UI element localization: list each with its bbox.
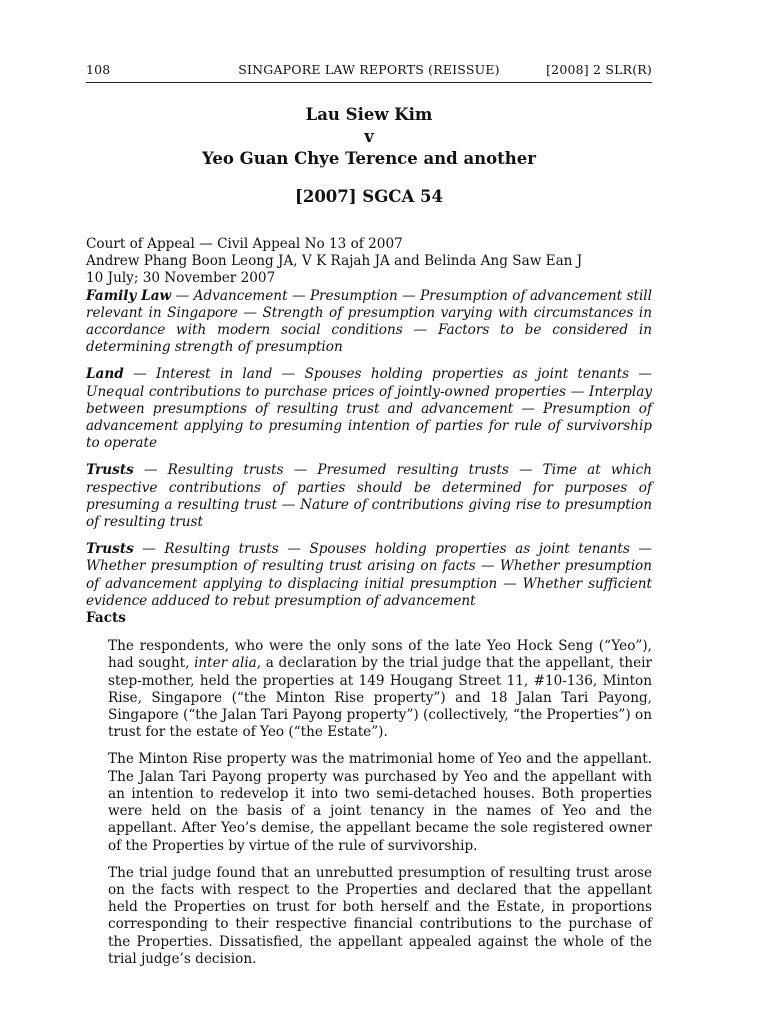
facts-paragraph-2: The Minton Rise property was the matrimonial home of Yeo and the appellant. The Jalan Tari Payong property was purchased by Yeo and the appellant with an intention to redevelop it into two semi-detached houses. Both properties were held on the basis of a joint tenancy in the names of Yeo and the appellant. After Yeo’s demise, the appellant became the sole registered owner of the Properties by virtue of the rule of survivorship. [108, 751, 652, 854]
facts-text: , a declaration by the trial judge that the appellant, their step-mother, held the properties at 149 Hougang Street 11, #10-136, Minton Rise, Singapore (“the Minton Rise property”) and 18 Jalan Tari Payong, Singapore (“the Jalan Tari Payong property”) (collectively, “the Properties”) on trust for the estate of Yeo (“the Estate”). [108, 655, 653, 741]
report-body [86, 236, 652, 968]
facts-emphasis: inter alia [194, 655, 257, 672]
court-line: Court of Appeal — Civil Appeal No 13 of 2007 [86, 236, 403, 252]
catchword-head: Land [86, 366, 124, 383]
appellant-name: Lau Siew Kim [305, 105, 433, 124]
facts-text: The respondents, who were the only sons of the late Yeo Hock Seng (“Yeo”), had sought, [108, 638, 652, 672]
facts-section [86, 638, 652, 968]
catchword-trusts-1 [86, 462, 652, 531]
judges-line: Andrew Phang Boon Leong JA, V K Rajah JA and Belinda Ang Saw Ean J [86, 253, 583, 270]
facts-paragraph-3: The trial judge found that an unrebutted presumption of resulting trust arose on the facts with respect to the Properties and declared that the appellant held the Properties on trust for both herself and the Estate, in proportions corresponding to their respective financial contributions to the purchase of the Properties. Dissatisfied, the appellant appealed against the whole of the trial judge’s decision. [108, 864, 652, 967]
respondent-name: Yeo Guan Chye Terence and another [202, 149, 536, 168]
catchword-text: — Resulting trusts — Spouses holding properties as joint tenants — Whether presumption of resulting trust arising on facts — Whether presumption of advancement applying to displacing initial presumption — Whether sufficient evidence adduced to rebut presumption of advancement [86, 541, 652, 609]
neutral-citation: [2007] SGCA 54 [295, 187, 443, 206]
case-title [86, 104, 652, 208]
catchword-text: — Advancement — Presumption — Presumption of advancement still relevant in Singapore — Strength of presumption varying with circumstances in accordance with modern social conditions — Factors to be considered in determining strength of presumption [86, 287, 652, 356]
catchword-land [86, 366, 652, 452]
facts-paragraph-1 [108, 638, 652, 741]
catchword-head: Trusts [86, 462, 134, 479]
catchword-family-law [86, 288, 652, 357]
catchword-head: Trusts [86, 541, 134, 558]
running-header [86, 62, 652, 83]
report-series: SINGAPORE LAW REPORTS (REISSUE) [238, 62, 500, 77]
catchword-head: Family Law [86, 287, 172, 304]
catchword-text: — Resulting trusts — Presumed resulting trusts — Time at which respective contributions of parties should be determined for purposes of presuming a resulting trust — Nature of contributions giving rise to presumption of resulting trust [86, 462, 652, 531]
dates-line: 10 July; 30 November 2007 [86, 270, 276, 287]
catchword-trusts-2 [86, 541, 652, 610]
catchword-text: — Interest in land — Spouses holding properties as joint tenants — Unequal contributions to purchase prices of jointly-owned properties — Interplay between presumptions of resulting trust and advancement — Presumption of advancement applying to presuming intention of parties for rule of survivorship to operate [86, 366, 652, 452]
page-number: 108 [86, 62, 111, 77]
report-citation: [2008] 2 SLR(R) [546, 62, 652, 77]
facts-heading: Facts [86, 610, 126, 627]
versus-label: v [364, 127, 374, 146]
